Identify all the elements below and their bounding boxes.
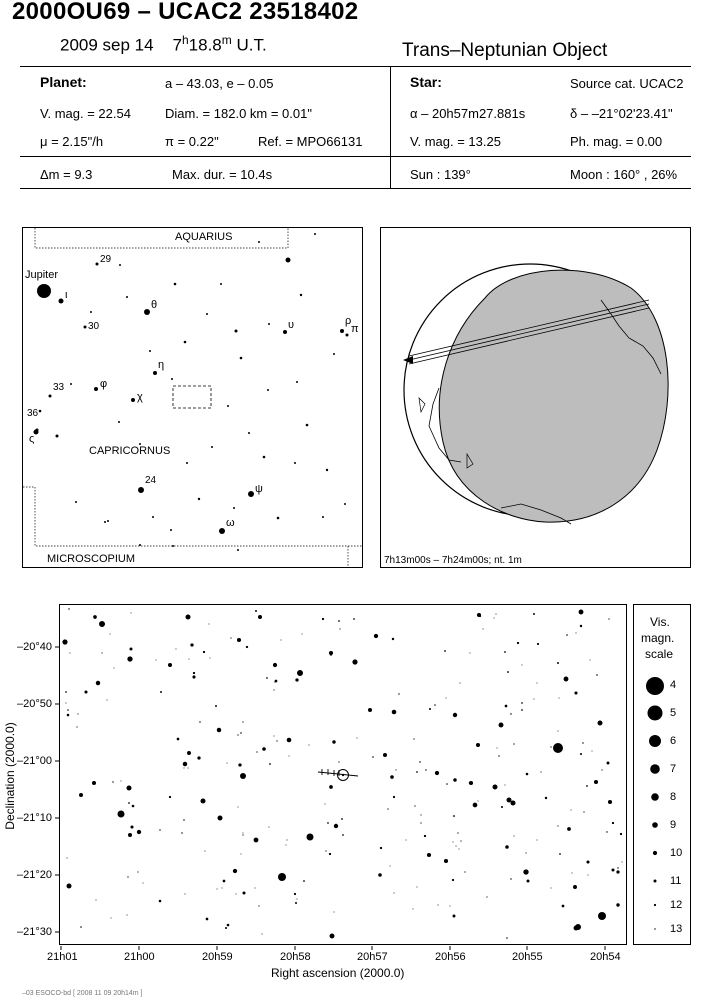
event-hour: 7 [172, 35, 182, 55]
scale-mag-label: 7 [670, 763, 677, 775]
event-date: 2009 sep 14 [60, 35, 154, 55]
scale-title-line1: Vis. [650, 615, 670, 629]
star-psi-label: ψ [255, 483, 263, 495]
scale-mag-label: 11 [670, 875, 682, 887]
x-tick-label: 20h55 [512, 951, 543, 963]
planet-heading: Planet: [40, 74, 87, 90]
planet-motion: μ = 2.15"/h [40, 134, 104, 149]
scale-mag-label: 8 [670, 791, 677, 803]
finder-chart-svg [23, 228, 362, 567]
x-tick-label: 20h59 [202, 951, 233, 963]
moon-info: Moon : 160° , 26% [570, 167, 678, 182]
header-divider [390, 66, 391, 188]
x-tick-label: 21h01 [47, 951, 78, 963]
x-tick-label: 20h54 [590, 951, 621, 963]
max-duration: Max. dur. = 10.4s [172, 167, 273, 182]
magnitude-scale [633, 604, 691, 945]
star-rho-label: ρ [345, 315, 352, 327]
globe-svg [381, 228, 690, 567]
finder-background-stars [39, 233, 346, 551]
chart-axes [30, 600, 640, 985]
header-rule-top [20, 66, 691, 67]
planet-reference: Ref. = MPO66131 [258, 134, 363, 149]
star-dec: δ – –21°02'23.41" [570, 106, 673, 121]
globe-caption: 7h13m00s – 7h24m00s; nt. 1m [384, 555, 522, 566]
star-chi-label: χ [137, 391, 143, 403]
object-type: Trans–Neptunian Object [402, 40, 608, 61]
star-source: Source cat. UCAC2 [570, 76, 684, 91]
jupiter-marker [37, 284, 51, 298]
y-tick-label: –21°10 [17, 812, 52, 824]
constellation-aquarius: AQUARIUS [175, 231, 233, 243]
star-sigma-label: ς [29, 433, 35, 445]
constellation-microscopium: MICROSCOPIUM [47, 553, 135, 565]
x-tick-label: 21h00 [124, 951, 155, 963]
scale-mag-label: 10 [670, 847, 683, 859]
scale-mag-label: 13 [670, 923, 683, 935]
star-phi-label: φ [100, 378, 108, 390]
finder-chart [22, 227, 363, 568]
scale-mag-label: 9 [670, 819, 677, 831]
jupiter-label: Jupiter [25, 269, 59, 281]
star-36-label: 36 [27, 408, 39, 419]
constellation-capricornus: CAPRICORNUS [89, 445, 171, 457]
y-tick-label: –20°40 [17, 641, 52, 653]
planet-diameter: Diam. = 182.0 km = 0.01" [165, 106, 312, 121]
scale-mag-label: 5 [670, 707, 677, 719]
star-29-label: 29 [100, 254, 112, 265]
event-minute: 18.8 [188, 35, 222, 55]
header-rule-bottom [20, 188, 691, 189]
y-tick-label: –20°50 [17, 698, 52, 710]
scale-dots [634, 605, 690, 944]
footer-left: –03 ESOCO-bd [ 2008 11 09 20h14m ] [22, 990, 143, 997]
globe-panel [380, 227, 691, 568]
x-tick-marks [61, 946, 605, 950]
scale-mag-label: 12 [670, 899, 683, 911]
aquarius-boundary [35, 228, 288, 248]
y-tick-marks [55, 647, 59, 932]
star-iota-label: ι [65, 289, 68, 301]
page-title: 2000OU69 – UCAC2 23518402 [12, 0, 359, 25]
star-24-label: 24 [145, 475, 157, 486]
star-eta-label: η [158, 359, 165, 371]
sun-elongation: Sun : 139° [410, 167, 471, 182]
microscopium-boundary [23, 487, 362, 546]
delta-mag: Δm = 9.3 [40, 167, 93, 182]
y-axis-title: Declination (2000.0) [3, 722, 17, 830]
field-of-view-box [173, 386, 211, 408]
star-30-label: 30 [88, 321, 100, 332]
planet-vmag: V. mag. = 22.54 [40, 106, 131, 121]
y-tick-label: –21°00 [17, 755, 52, 767]
star-heading: Star: [410, 74, 442, 90]
star-phmag: Ph. mag. = 0.00 [570, 134, 663, 149]
y-tick-label: –21°30 [17, 926, 52, 938]
star-vmag: V. mag. = 13.25 [410, 134, 501, 149]
star-upsilon-label: υ [288, 319, 295, 331]
star-pi-label: π [351, 323, 359, 335]
header-rule-mid [20, 156, 691, 157]
star-33-label: 33 [53, 382, 65, 393]
star-ra: α – 20h57m27.881s [410, 106, 526, 121]
planet-parallax: π = 0.22" [165, 134, 219, 149]
x-tick-label: 20h57 [357, 951, 388, 963]
star-theta-label: θ [151, 299, 158, 311]
y-tick-label: –21°20 [17, 869, 52, 881]
scale-mag-label: 6 [670, 735, 677, 747]
scale-mag-label: 4 [670, 679, 677, 691]
scale-title-line2: magn. [641, 631, 675, 645]
x-tick-label: 20h56 [435, 951, 466, 963]
event-datetime: 2009 sep 14 7$^h$18.8$^m$ U.T. [60, 33, 267, 55]
x-tick-label: 20h58 [280, 951, 311, 963]
planet-orbit: a – 43.03, e – 0.05 [165, 76, 274, 91]
star-omega-label: ω [226, 517, 235, 529]
x-axis-title: Right ascension (2000.0) [271, 966, 405, 980]
scale-title-line3: scale [645, 647, 674, 661]
